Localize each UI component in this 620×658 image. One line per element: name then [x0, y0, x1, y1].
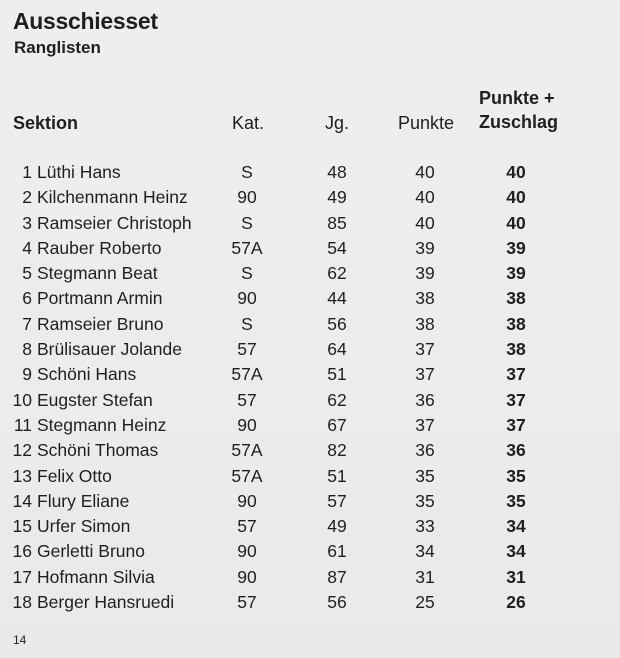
- punkte-cell: 37: [415, 339, 435, 360]
- kat-cell: S: [241, 313, 253, 334]
- total-cell: 26: [506, 592, 526, 613]
- name-cell: Kilchenmann Heinz: [37, 187, 188, 208]
- name-cell: Eugster Stefan: [37, 389, 153, 410]
- jg-cell: 49: [327, 516, 347, 537]
- total-cell: 38: [506, 339, 526, 360]
- rank-cell: 6: [22, 288, 32, 309]
- name-cell: Stegmann Beat: [37, 263, 158, 284]
- kat-cell: 57: [237, 592, 257, 613]
- table-row: [0, 539, 620, 564]
- rank-cell: 7: [22, 313, 32, 334]
- page-title: Ausschiesset: [13, 8, 158, 34]
- rank-cell: 2: [22, 187, 32, 208]
- kat-cell: 90: [237, 288, 257, 309]
- punkte-cell: 39: [415, 237, 435, 258]
- kat-cell: 57A: [231, 364, 263, 385]
- table-row: [0, 464, 620, 489]
- total-cell: 37: [506, 364, 526, 385]
- name-cell: Schöni Hans: [37, 364, 137, 385]
- rank-cell: 18: [12, 592, 32, 613]
- table-row: [0, 413, 620, 438]
- page-subtitle: Ranglisten: [14, 38, 101, 57]
- punkte-cell: 40: [415, 187, 435, 208]
- page-number: 14: [13, 633, 27, 647]
- punkte-cell: 34: [415, 541, 435, 562]
- rank-cell: 17: [12, 566, 32, 587]
- name-cell: Stegmann Heinz: [37, 414, 167, 435]
- total-cell: 38: [506, 288, 526, 309]
- total-cell: 35: [506, 465, 526, 486]
- jg-cell: 57: [327, 490, 347, 511]
- rank-cell: 16: [12, 541, 32, 562]
- rank-cell: 10: [12, 389, 32, 410]
- total-cell: 37: [506, 414, 526, 435]
- name-cell: Felix Otto: [37, 465, 112, 486]
- punkte-cell: 33: [415, 516, 435, 537]
- name-cell: Rauber Roberto: [37, 237, 162, 258]
- jg-cell: 49: [327, 187, 347, 208]
- jg-cell: 87: [327, 566, 347, 587]
- punkte-cell: 25: [415, 592, 435, 613]
- table-row: [0, 489, 620, 514]
- rank-cell: 12: [12, 440, 32, 461]
- jg-cell: 85: [327, 212, 347, 233]
- name-cell: Berger Hansruedi: [37, 592, 175, 613]
- total-cell: 37: [506, 389, 526, 410]
- name-cell: Flury Eliane: [37, 490, 130, 511]
- kat-cell: 57A: [231, 237, 263, 258]
- name-cell: Brülisauer Jolande: [37, 339, 182, 360]
- name-cell: Ramseier Christoph: [37, 212, 192, 233]
- jg-cell: 54: [327, 237, 347, 258]
- table-row: [0, 286, 620, 311]
- kat-cell: 57A: [231, 440, 263, 461]
- column-header-kat: Kat.: [232, 113, 265, 133]
- column-header-punkte: Punkte: [398, 113, 455, 133]
- ranking-table: [0, 160, 620, 615]
- table-row: [0, 160, 620, 185]
- jg-cell: 82: [327, 440, 347, 461]
- total-cell: 40: [506, 187, 526, 208]
- punkte-cell: 38: [415, 288, 435, 309]
- rank-cell: 1: [22, 162, 32, 182]
- total-cell: 36: [506, 440, 526, 461]
- kat-cell: 57A: [231, 465, 263, 486]
- total-cell: 34: [506, 516, 526, 537]
- punkte-cell: 36: [415, 440, 435, 461]
- table-row: [0, 261, 620, 286]
- jg-cell: 64: [327, 339, 347, 360]
- jg-cell: 62: [327, 389, 347, 410]
- jg-cell: 51: [327, 364, 347, 385]
- total-cell: 38: [506, 313, 526, 334]
- punkte-cell: 36: [415, 389, 435, 410]
- punkte-cell: 37: [415, 364, 435, 385]
- jg-cell: 48: [327, 162, 347, 182]
- punkte-cell: 35: [415, 465, 435, 486]
- punkte-cell: 40: [415, 162, 435, 182]
- rank-cell: 9: [22, 364, 32, 385]
- table-row: [0, 438, 620, 463]
- total-cell: 40: [506, 162, 526, 182]
- kat-cell: S: [241, 162, 253, 182]
- kat-cell: 57: [237, 516, 257, 537]
- table-row: [0, 337, 620, 362]
- column-header-zuschlag-line1: Punkte +: [479, 88, 555, 108]
- name-cell: Ramseier Bruno: [37, 313, 164, 334]
- name-cell: Hofmann Silvia: [37, 566, 155, 587]
- total-cell: 39: [506, 237, 526, 258]
- kat-cell: 57: [237, 389, 257, 410]
- rank-cell: 3: [22, 212, 32, 233]
- kat-cell: 57: [237, 339, 257, 360]
- rank-cell: 8: [22, 339, 32, 360]
- column-header-sektion: Sektion: [13, 113, 79, 133]
- kat-cell: S: [241, 212, 253, 233]
- rank-cell: 13: [12, 465, 32, 486]
- punkte-cell: 40: [415, 212, 435, 233]
- jg-cell: 56: [327, 592, 347, 613]
- kat-cell: S: [241, 263, 253, 284]
- table-row: [0, 514, 620, 539]
- column-header-jg: Jg.: [325, 113, 350, 133]
- jg-cell: 44: [327, 288, 347, 309]
- rank-cell: 14: [12, 490, 32, 511]
- table-row: [0, 211, 620, 236]
- name-cell: Lüthi Hans: [37, 162, 121, 182]
- name-cell: Schöni Thomas: [37, 440, 159, 461]
- rank-cell: 15: [12, 516, 32, 537]
- kat-cell: 90: [237, 187, 257, 208]
- jg-cell: 51: [327, 465, 347, 486]
- table-row: [0, 185, 620, 210]
- total-cell: 34: [506, 541, 526, 562]
- rank-cell: 11: [13, 414, 32, 435]
- punkte-cell: 35: [415, 490, 435, 511]
- kat-cell: 90: [237, 490, 257, 511]
- table-row: [0, 362, 620, 387]
- jg-cell: 67: [327, 414, 347, 435]
- kat-cell: 90: [237, 566, 257, 587]
- punkte-cell: 38: [415, 313, 435, 334]
- name-cell: Portmann Armin: [37, 288, 163, 309]
- jg-cell: 61: [327, 541, 347, 562]
- column-header-punkte-zuschlag: [479, 86, 589, 134]
- column-header-zuschlag-line2: Zuschlag: [479, 112, 559, 132]
- rank-cell: 5: [22, 263, 32, 284]
- total-cell: 31: [506, 566, 526, 587]
- rank-cell: 4: [22, 237, 32, 258]
- table-row: [0, 565, 620, 590]
- jg-cell: 56: [327, 313, 347, 334]
- name-cell: Gerletti Bruno: [37, 541, 145, 562]
- name-cell: Urfer Simon: [37, 516, 131, 537]
- kat-cell: 90: [237, 414, 257, 435]
- kat-cell: 90: [237, 541, 257, 562]
- table-row: [0, 236, 620, 261]
- punkte-cell: 39: [415, 263, 435, 284]
- total-cell: 39: [506, 263, 526, 284]
- jg-cell: 62: [327, 263, 347, 284]
- table-row: [0, 312, 620, 337]
- table-row: [0, 590, 620, 615]
- total-cell: 40: [506, 212, 526, 233]
- punkte-cell: 31: [415, 566, 435, 587]
- total-cell: 35: [506, 490, 526, 511]
- table-row: [0, 388, 620, 413]
- punkte-cell: 37: [415, 414, 435, 435]
